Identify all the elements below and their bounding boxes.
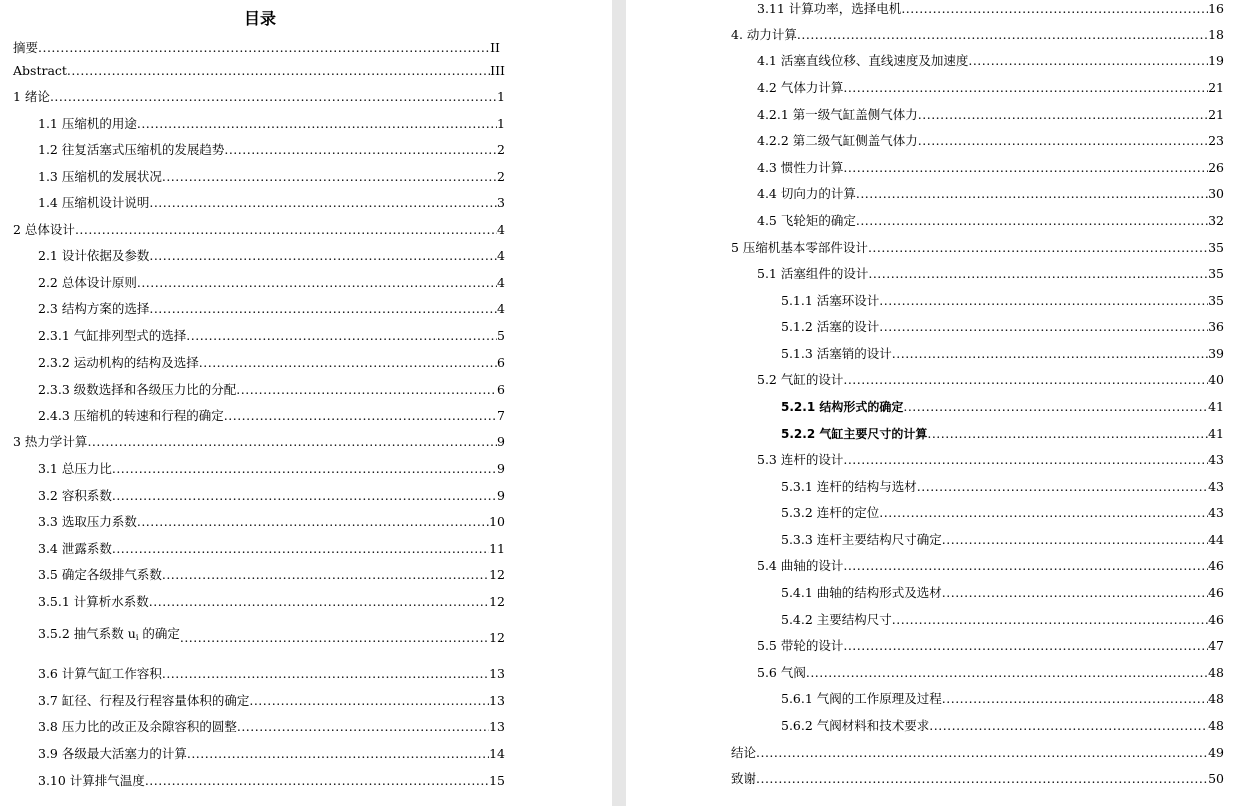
toc-entry[interactable]: 4.3 惯性力计算 ..... 26 — [757, 160, 1224, 176]
toc-entry[interactable]: 3.6 计算气缸工作容积 ..... 13 — [38, 666, 505, 682]
toc-entry[interactable]: 2.3.2 运动机构的结构及选择 ..... 6 — [38, 355, 505, 371]
toc-entry[interactable]: 4.2.2 第二级气缸侧盖气体力 ..... 23 — [757, 133, 1224, 149]
toc-title: 目录 — [243, 9, 276, 28]
toc-entry[interactable]: 4.5 飞轮矩的确定 ..... 32 — [757, 213, 1224, 229]
toc-entry[interactable]: 3.10 计算排气温度 ..... 15 — [38, 773, 505, 789]
toc-entry[interactable]: 5.1 活塞组件的设计 ..... 35 — [757, 266, 1224, 282]
toc-entry[interactable]: 结论 ..... 49 — [731, 745, 1224, 761]
toc-entry[interactable]: 4. 动力计算 ..... 18 — [731, 27, 1224, 43]
toc-entry[interactable]: 3.4 泄露系数 ..... 11 — [38, 541, 505, 557]
toc-entry[interactable]: 3.8 压力比的改正及余隙容积的圆整 ..... 13 — [38, 719, 505, 735]
toc-entry[interactable]: 3 热力学计算 ..... 9 — [13, 434, 505, 450]
toc-entry[interactable]: 3.5 确定各级排气系数 ..... 12 — [38, 567, 505, 583]
toc-entry[interactable]: 2.4.3 压缩机的转速和行程的确定 ..... 7 — [38, 408, 505, 424]
toc-entry[interactable]: 5.5 带轮的设计 ..... 47 — [757, 638, 1224, 654]
toc-entry[interactable]: 5.2.2 气缸主要尺寸的计算 ..... 41 — [781, 426, 1224, 442]
toc-entry[interactable]: 5.6 气阀 ..... 48 — [757, 665, 1224, 681]
toc-entry[interactable]: 3.5.2 抽气系数 $u_i$ 的确定 ..... 12 — [38, 630, 505, 646]
toc-entry[interactable]: 5.3.3 连杆主要结构尺寸确定 ..... 44 — [781, 532, 1224, 548]
toc-entry[interactable]: 2.3 结构方案的选择 ..... 4 — [38, 301, 505, 317]
toc-entry[interactable]: 3.5.1 计算析水系数 ..... 12 — [38, 594, 505, 610]
toc-entry[interactable]: 3.2 容积系数 ..... 9 — [38, 488, 505, 504]
toc-entry[interactable]: 4.4 切向力的计算 ..... 30 — [757, 186, 1224, 202]
toc-entry[interactable]: 4.2.1 第一级气缸盖侧气体力 ..... 21 — [757, 107, 1224, 123]
toc-page-left — [0, 0, 612, 806]
toc-entry[interactable]: 2.2 总体设计原则 ..... 4 — [38, 275, 505, 291]
toc-entry[interactable]: 5.3.1 连杆的结构与选材 ..... 43 — [781, 479, 1224, 495]
toc-entry[interactable]: 4.1 活塞直线位移、直线速度及加速度 ..... 19 — [757, 53, 1224, 69]
toc-entry[interactable]: 5.2.1 结构形式的确定 ..... 41 — [781, 399, 1224, 415]
toc-entry[interactable]: 1.3 压缩机的发展状况 ..... 2 — [38, 169, 505, 185]
toc-entry[interactable]: 3.3 选取压力系数 ..... 10 — [38, 514, 505, 530]
toc-entry[interactable]: 4.2 气体力计算 ..... 21 — [757, 80, 1224, 96]
toc-entry[interactable]: 2 总体设计 ..... 4 — [13, 222, 505, 238]
toc-entry[interactable]: 2.3.3 级数选择和各级压力比的分配 ..... 6 — [38, 382, 505, 398]
toc-entry[interactable]: 5 压缩机基本零部件设计 ..... 35 — [731, 240, 1224, 256]
toc-entry[interactable]: Abstract ..... III — [13, 63, 505, 79]
toc-entry[interactable]: 摘要 ..... II — [13, 40, 500, 56]
toc-entry[interactable]: 5.4.2 主要结构尺寸 ..... 46 — [781, 612, 1224, 628]
toc-entry[interactable]: 5.1.2 活塞的设计 ..... 36 — [781, 319, 1224, 335]
toc-entry[interactable]: 1.4 压缩机设计说明 ..... 3 — [38, 195, 505, 211]
toc-entry[interactable]: 5.2 气缸的设计 ..... 40 — [757, 372, 1224, 388]
toc-entry[interactable]: 5.4 曲轴的设计 ..... 46 — [757, 558, 1224, 574]
toc-entry[interactable]: 5.3 连杆的设计 ..... 43 — [757, 452, 1224, 468]
toc-entry[interactable]: 2.3.1 气缸排列型式的选择 ..... 5 — [38, 328, 505, 344]
toc-entry[interactable]: 1.1 压缩机的用途 ..... 1 — [38, 116, 505, 132]
toc-entry[interactable]: 5.6.2 气阀材料和技术要求 ..... 48 — [781, 718, 1224, 734]
toc-entry[interactable]: 5.1.1 活塞环设计 ..... 35 — [781, 293, 1224, 309]
toc-entry[interactable]: 2.1 设计依据及参数 ..... 4 — [38, 248, 505, 264]
toc-entry[interactable]: 5.3.2 连杆的定位 ..... 43 — [781, 505, 1224, 521]
toc-entry[interactable]: 5.6.1 气阀的工作原理及过程 ..... 48 — [781, 691, 1224, 707]
toc-entry[interactable]: 1.2 往复活塞式压缩机的发展趋势 ..... 2 — [38, 142, 505, 158]
toc-entry[interactable]: 5.1.3 活塞销的设计 ..... 39 — [781, 346, 1224, 362]
toc-entry[interactable]: 1 绪论 ..... 1 — [13, 89, 505, 105]
toc-entry[interactable]: 3.11 计算功率，选择电机 ..... 16 — [757, 1, 1224, 17]
toc-entry[interactable]: 3.9 各级最大活塞力的计算 ..... 14 — [38, 746, 505, 762]
toc-entry[interactable]: 3.1 总压力比 ..... 9 — [38, 461, 505, 477]
toc-entry[interactable]: 5.4.1 曲轴的结构形式及选材 ..... 46 — [781, 585, 1224, 601]
toc-entry[interactable]: 致谢 ..... 50 — [731, 771, 1224, 787]
toc-entry[interactable]: 3.7 缸径、行程及行程容量体积的确定 ..... 13 — [38, 693, 505, 709]
toc-page-right — [626, 0, 1240, 806]
